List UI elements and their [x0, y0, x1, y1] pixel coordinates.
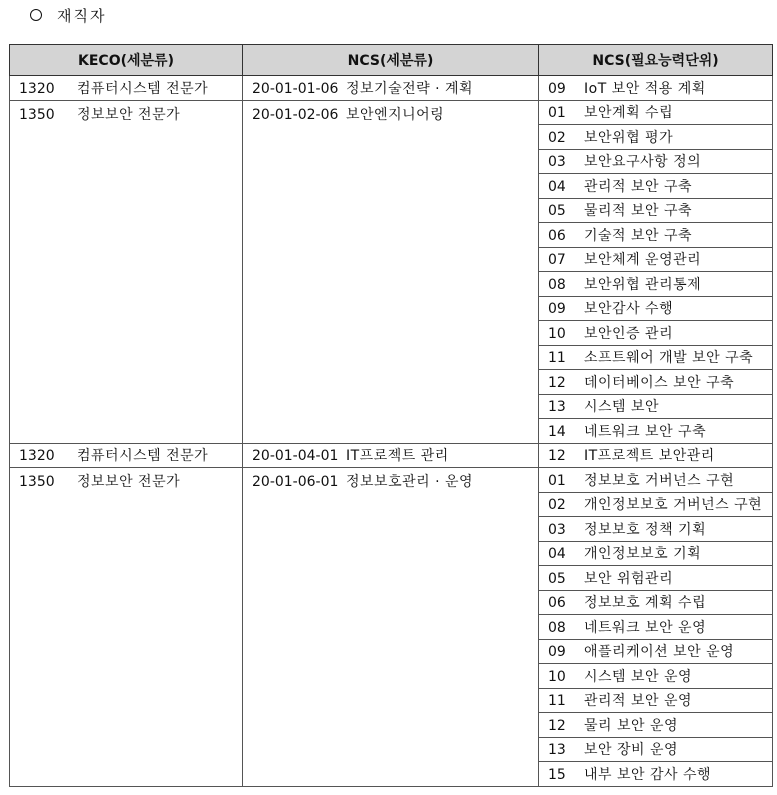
unit-code: 05: [548, 570, 566, 587]
ncs-unit-cell: [539, 174, 773, 199]
ncs-unit-cell: [539, 492, 773, 517]
unit-name: 보안위협 관리통제: [584, 276, 702, 293]
unit-name: 시스템 보안 운영: [584, 668, 693, 685]
ncs-unit-cell: [539, 100, 773, 125]
ncs-unit-cell: [539, 419, 773, 444]
header-keco: KECO(세분류): [10, 45, 243, 76]
unit-name: 관리적 보안 구축: [584, 178, 693, 195]
ncs-unit-cell: [539, 688, 773, 713]
section-heading: [30, 4, 106, 26]
ncs-unit-cell: [539, 762, 773, 787]
unit-code: 07: [548, 252, 566, 269]
unit-name: 보안계획 수립: [584, 105, 674, 122]
keco-code: 1350: [19, 474, 55, 490]
ncs-code: 20-01-04-01: [252, 448, 339, 465]
ncs-unit-cell: [539, 296, 773, 321]
unit-name: 보안감사 수행: [584, 301, 674, 318]
ncs-unit-cell: [539, 517, 773, 542]
unit-name: 보안위협 평가: [584, 129, 674, 146]
unit-name: 보안인증 관리: [584, 325, 674, 342]
ncs-code: 20-01-01-06: [252, 80, 339, 97]
unit-name: 데이터베이스 보안 구축: [584, 374, 735, 391]
unit-code: 09: [548, 301, 566, 318]
unit-code: 04: [548, 178, 566, 195]
unit-code: 01: [548, 472, 566, 489]
unit-name: 시스템 보안: [584, 399, 660, 416]
unit-code: 12: [548, 717, 566, 734]
unit-code: 14: [548, 423, 566, 440]
ncs-unit-cell: [539, 247, 773, 272]
ncs-name: IT프로젝트 관리: [346, 448, 449, 465]
unit-name: 내부 보안 감사 수행: [584, 766, 712, 783]
keco-name: 컴퓨터시스템 전문가: [77, 80, 209, 97]
unit-name: 네트워크 보안 운영: [584, 619, 707, 636]
ncs-unit-cell: [539, 125, 773, 150]
ncs-code: 20-01-06-01: [252, 474, 339, 490]
unit-code: 02: [548, 129, 566, 146]
ncs-unit-cell: [539, 272, 773, 297]
ncs-unit-cell: [539, 394, 773, 419]
keco-code: 1320: [19, 80, 55, 97]
unit-name: 소프트웨어 개발 보안 구축: [584, 350, 754, 367]
keco-cell: [10, 468, 243, 787]
unit-name: 개인정보보호 거버넌스 구현: [584, 497, 763, 514]
unit-name: 정보보호 거버넌스 구현: [584, 472, 735, 489]
unit-name: 네트워크 보안 구축: [584, 423, 707, 440]
unit-code: 01: [548, 105, 566, 122]
ncs-cell: [243, 468, 539, 787]
unit-name: 개인정보보호 기획: [584, 546, 702, 563]
header-ncs-unit: NCS(필요능력단위): [539, 45, 773, 76]
table-row: [10, 468, 773, 493]
unit-name: IoT 보안 적용 계획: [584, 80, 706, 97]
ncs-unit-cell: [539, 639, 773, 664]
ncs-cell: [243, 76, 539, 101]
circle-bullet-icon: [30, 9, 42, 21]
unit-code: 08: [548, 276, 566, 293]
ncs-name: 정보보호관리 · 운영: [346, 474, 474, 490]
keco-cell: [10, 76, 243, 101]
unit-code: 06: [548, 227, 566, 244]
table-row: [10, 100, 773, 125]
keco-code: 1350: [19, 106, 55, 123]
unit-code: 15: [548, 766, 566, 783]
ncs-unit-cell: [539, 345, 773, 370]
ncs-unit-cell: [539, 198, 773, 223]
table-header-row: [10, 45, 773, 76]
unit-name: 보안요구사항 정의: [584, 154, 702, 171]
unit-code: 10: [548, 325, 566, 342]
ncs-unit-cell: [539, 149, 773, 174]
ncs-unit-cell: [539, 713, 773, 738]
keco-name: 정보보안 전문가: [77, 474, 181, 490]
keco-cell: [10, 100, 243, 443]
unit-name: IT프로젝트 보안관리: [584, 448, 715, 465]
ncs-unit-cell: [539, 615, 773, 640]
ncs-name: 정보기술전략 · 계획: [346, 80, 474, 97]
ncs-unit-cell: [539, 321, 773, 346]
unit-code: 13: [548, 399, 566, 416]
unit-code: 08: [548, 619, 566, 636]
ncs-unit-cell: [539, 370, 773, 395]
unit-code: 11: [548, 693, 566, 710]
unit-name: 물리 보안 운영: [584, 717, 679, 734]
unit-name: 보안 위험관리: [584, 570, 674, 587]
keco-name: 컴퓨터시스템 전문가: [77, 448, 209, 465]
ncs-unit-cell: [539, 566, 773, 591]
unit-name: 애플리케이션 보안 운영: [584, 644, 735, 661]
keco-cell: [10, 443, 243, 468]
unit-code: 04: [548, 546, 566, 563]
table-row: [10, 443, 773, 468]
ncs-mapping-table: [9, 44, 773, 787]
header-ncs: NCS(세분류): [243, 45, 539, 76]
unit-code: 05: [548, 203, 566, 220]
unit-code: 09: [548, 80, 566, 97]
unit-name: 정보보호 계획 수립: [584, 595, 707, 612]
ncs-unit-cell: [539, 664, 773, 689]
unit-code: 11: [548, 350, 566, 367]
keco-name: 정보보안 전문가: [77, 106, 181, 123]
keco-code: 1320: [19, 448, 55, 465]
unit-code: 02: [548, 497, 566, 514]
ncs-cell: [243, 100, 539, 443]
ncs-unit-cell: [539, 468, 773, 493]
ncs-code: 20-01-02-06: [252, 106, 339, 123]
ncs-unit-cell: [539, 76, 773, 101]
ncs-unit-cell: [539, 223, 773, 248]
section-heading-text: 재직자: [57, 6, 107, 25]
unit-name: 기술적 보안 구축: [584, 227, 693, 244]
unit-name: 물리적 보안 구축: [584, 203, 693, 220]
unit-name: 정보보호 정책 기획: [584, 521, 707, 538]
table-row: [10, 76, 773, 101]
unit-code: 03: [548, 521, 566, 538]
unit-code: 09: [548, 644, 566, 661]
ncs-cell: [243, 443, 539, 468]
unit-name: 보안체계 운영관리: [584, 252, 702, 269]
ncs-unit-cell: [539, 443, 773, 468]
unit-code: 06: [548, 595, 566, 612]
unit-code: 12: [548, 448, 566, 465]
unit-code: 12: [548, 374, 566, 391]
table-body: [10, 76, 773, 787]
unit-code: 03: [548, 154, 566, 171]
unit-code: 10: [548, 668, 566, 685]
unit-name: 보안 장비 운영: [584, 742, 679, 759]
unit-name: 관리적 보안 운영: [584, 693, 693, 710]
ncs-unit-cell: [539, 590, 773, 615]
ncs-name: 보안엔지니어링: [346, 106, 445, 123]
ncs-unit-cell: [539, 737, 773, 762]
ncs-unit-cell: [539, 541, 773, 566]
unit-code: 13: [548, 742, 566, 759]
